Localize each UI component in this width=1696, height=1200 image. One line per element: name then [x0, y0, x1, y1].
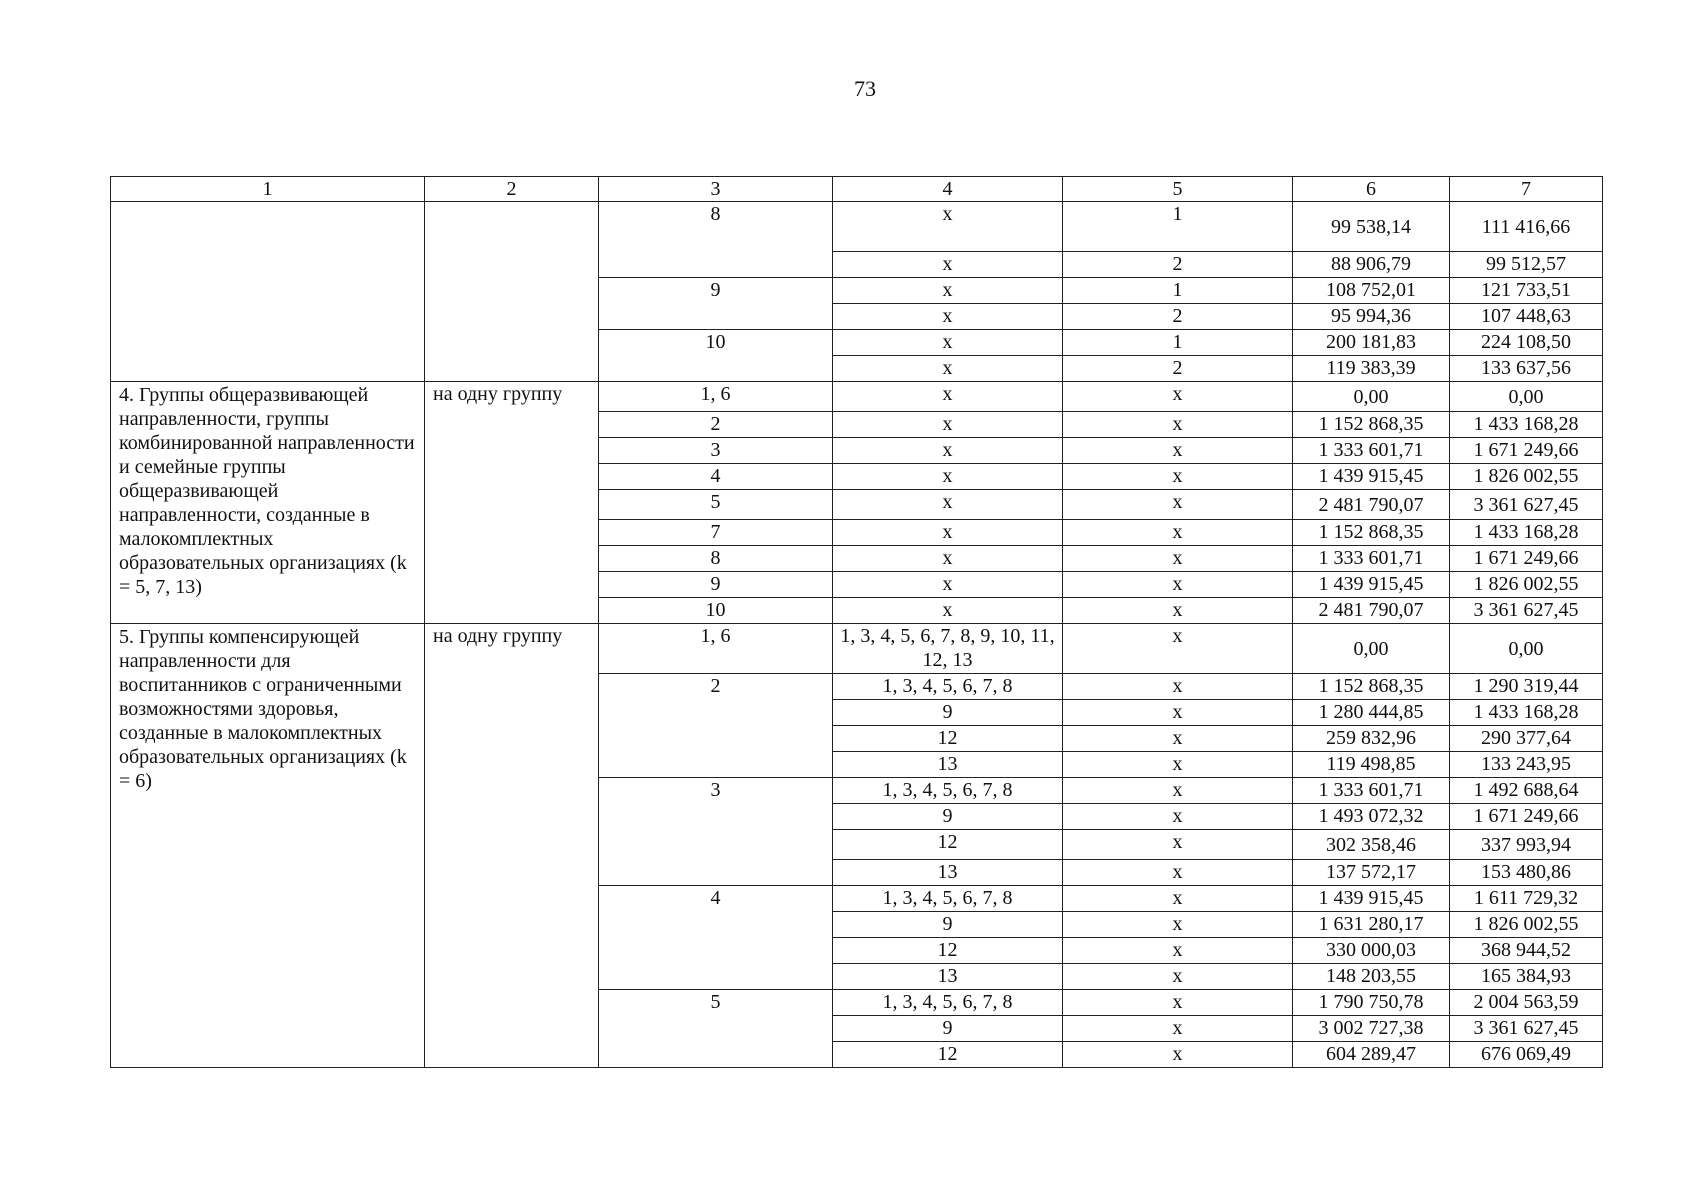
- cell-col3: 2: [599, 674, 833, 778]
- cell-col7: 224 108,50: [1450, 330, 1603, 356]
- cell-col4: 12: [833, 1042, 1063, 1068]
- cell-col6: 1 333 601,71: [1293, 438, 1450, 464]
- cell-col4: х: [833, 382, 1063, 412]
- cell-col5: х: [1063, 726, 1293, 752]
- group5-title: 5. Группы компенсирующей направленности для воспитанников с ограниченными возможностями здоровья, созданные в малокомплектных образовательных организациях (k = 6): [111, 624, 425, 1068]
- cell-col6: 99 538,14: [1293, 202, 1450, 252]
- cell-col4: х: [833, 572, 1063, 598]
- cell-col3: 3: [599, 438, 833, 464]
- tariff-table: [110, 176, 1603, 1068]
- cell-col5: 2: [1063, 304, 1293, 330]
- table-row: [111, 624, 1603, 674]
- cell-col6: 1 439 915,45: [1293, 886, 1450, 912]
- cell-col6: 108 752,01: [1293, 278, 1450, 304]
- cell-col4: х: [833, 304, 1063, 330]
- cell-col5: х: [1063, 412, 1293, 438]
- cell-col7: 1 826 002,55: [1450, 572, 1603, 598]
- cell-col7: 368 944,52: [1450, 938, 1603, 964]
- cell-col4: х: [833, 490, 1063, 520]
- cell-col7: 676 069,49: [1450, 1042, 1603, 1068]
- cell-col3: 5: [599, 990, 833, 1068]
- cell-col6: 88 906,79: [1293, 252, 1450, 278]
- cell-col6: 2 481 790,07: [1293, 598, 1450, 624]
- cell-col3: 4: [599, 886, 833, 990]
- cell-col6: 0,00: [1293, 624, 1450, 674]
- cell-col4: 12: [833, 830, 1063, 860]
- cell-col4: 1, 3, 4, 5, 6, 7, 8: [833, 886, 1063, 912]
- cell-col6: 2 481 790,07: [1293, 490, 1450, 520]
- cell-col7: 133 243,95: [1450, 752, 1603, 778]
- cell-col6: 1 280 444,85: [1293, 700, 1450, 726]
- cell-col6: 1 631 280,17: [1293, 912, 1450, 938]
- cell-col6: 1 493 072,32: [1293, 804, 1450, 830]
- table-row: [111, 382, 1603, 412]
- cell-col4: х: [833, 412, 1063, 438]
- cell-col3: 5: [599, 490, 833, 520]
- cell-col7: 153 480,86: [1450, 860, 1603, 886]
- cell-col7: 111 416,66: [1450, 202, 1603, 252]
- cell-col6: 1 790 750,78: [1293, 990, 1450, 1016]
- cell-col5: 2: [1063, 356, 1293, 382]
- cell-col5: х: [1063, 752, 1293, 778]
- cell-col6: 95 994,36: [1293, 304, 1450, 330]
- cell-col4: х: [833, 278, 1063, 304]
- header-cell: 7: [1450, 177, 1603, 202]
- cell-col7: 165 384,93: [1450, 964, 1603, 990]
- cell-col5: х: [1063, 700, 1293, 726]
- header-cell: 5: [1063, 177, 1293, 202]
- cell-col6: 137 572,17: [1293, 860, 1450, 886]
- header-cell: 3: [599, 177, 833, 202]
- category-cell-empty: [111, 202, 425, 382]
- cell-col4: х: [833, 520, 1063, 546]
- cell-col5: х: [1063, 778, 1293, 804]
- cell-col5: 1: [1063, 202, 1293, 252]
- cell-col7: 1 492 688,64: [1450, 778, 1603, 804]
- cell-col3: 7: [599, 520, 833, 546]
- cell-col6: 1 152 868,35: [1293, 412, 1450, 438]
- cell-col5: х: [1063, 964, 1293, 990]
- cell-col6: 604 289,47: [1293, 1042, 1450, 1068]
- cell-col5: 2: [1063, 252, 1293, 278]
- page-number: 73: [854, 76, 876, 101]
- cell-col7: 1 290 319,44: [1450, 674, 1603, 700]
- cell-col6: 259 832,96: [1293, 726, 1450, 752]
- cell-col7: 121 733,51: [1450, 278, 1603, 304]
- cell-col7: 3 361 627,45: [1450, 490, 1603, 520]
- header-cell: 6: [1293, 177, 1450, 202]
- cell-col6: 302 358,46: [1293, 830, 1450, 860]
- cell-col7: 3 361 627,45: [1450, 1016, 1603, 1042]
- cell-col6: 119 383,39: [1293, 356, 1450, 382]
- cell-col7: 1 433 168,28: [1450, 412, 1603, 438]
- group5-unit: на одну группу: [425, 624, 599, 1068]
- cell-col7: 1 671 249,66: [1450, 546, 1603, 572]
- cell-col6: 1 333 601,71: [1293, 778, 1450, 804]
- unit-cell-empty: [425, 202, 599, 382]
- cell-col4: 9: [833, 700, 1063, 726]
- cell-col6: 1 333 601,71: [1293, 546, 1450, 572]
- cell-col6: 1 439 915,45: [1293, 572, 1450, 598]
- cell-col7: 1 611 729,32: [1450, 886, 1603, 912]
- cell-col7: 1 671 249,66: [1450, 438, 1603, 464]
- cell-col4: х: [833, 356, 1063, 382]
- cell-col5: х: [1063, 990, 1293, 1016]
- cell-col3: 4: [599, 464, 833, 490]
- cell-col4: 13: [833, 752, 1063, 778]
- cell-col7: 107 448,63: [1450, 304, 1603, 330]
- cell-col6: 1 152 868,35: [1293, 520, 1450, 546]
- cell-col7: 1 671 249,66: [1450, 804, 1603, 830]
- cell-col6: 148 203,55: [1293, 964, 1450, 990]
- cell-col6: 1 152 868,35: [1293, 674, 1450, 700]
- cell-col6: 330 000,03: [1293, 938, 1450, 964]
- cell-col5: х: [1063, 912, 1293, 938]
- cell-col3: 8: [599, 546, 833, 572]
- cell-col4: 1, 3, 4, 5, 6, 7, 8: [833, 778, 1063, 804]
- cell-col4: 12: [833, 726, 1063, 752]
- cell-col4: х: [833, 330, 1063, 356]
- cell-col3: 3: [599, 778, 833, 886]
- cell-col4: 9: [833, 804, 1063, 830]
- cell-col5: х: [1063, 572, 1293, 598]
- cell-col3: 8: [599, 202, 833, 278]
- cell-col7: 290 377,64: [1450, 726, 1603, 752]
- cell-col5: х: [1063, 624, 1293, 674]
- cell-col3: 1, 6: [599, 624, 833, 674]
- cell-col4: х: [833, 546, 1063, 572]
- cell-col3: 10: [599, 598, 833, 624]
- cell-col7: 1 826 002,55: [1450, 912, 1603, 938]
- cell-col3: 1, 6: [599, 382, 833, 412]
- cell-col4: х: [833, 598, 1063, 624]
- cell-col5: х: [1063, 938, 1293, 964]
- cell-col5: 1: [1063, 278, 1293, 304]
- cell-col7: 0,00: [1450, 382, 1603, 412]
- cell-col5: х: [1063, 490, 1293, 520]
- cell-col4: 1, 3, 4, 5, 6, 7, 8: [833, 674, 1063, 700]
- cell-col5: х: [1063, 546, 1293, 572]
- cell-col4: х: [833, 438, 1063, 464]
- cell-col3: 9: [599, 572, 833, 598]
- cell-col5: х: [1063, 860, 1293, 886]
- cell-col7: 133 637,56: [1450, 356, 1603, 382]
- cell-col7: 337 993,94: [1450, 830, 1603, 860]
- cell-col5: 1: [1063, 330, 1293, 356]
- cell-col7: 0,00: [1450, 624, 1603, 674]
- cell-col4: 1, 3, 4, 5, 6, 7, 8: [833, 990, 1063, 1016]
- cell-col6: 0,00: [1293, 382, 1450, 412]
- cell-col4: х: [833, 202, 1063, 252]
- group4-title: 4. Группы общеразвивающей направленности, группы комбинированной направленности и семейные группы общеразвивающей направленности, созданные в малокомплектных образовательных организациях (k = 5, 7, 13): [111, 382, 425, 624]
- cell-col3: 9: [599, 278, 833, 330]
- cell-col5: х: [1063, 438, 1293, 464]
- cell-col4: 9: [833, 912, 1063, 938]
- cell-col6: 119 498,85: [1293, 752, 1450, 778]
- cell-col6: 3 002 727,38: [1293, 1016, 1450, 1042]
- cell-col3: 10: [599, 330, 833, 382]
- header-cell: 1: [111, 177, 425, 202]
- cell-col6: 1 439 915,45: [1293, 464, 1450, 490]
- cell-col4: 1, 3, 4, 5, 6, 7, 8, 9, 10, 11, 12, 13: [833, 624, 1063, 674]
- cell-col5: х: [1063, 464, 1293, 490]
- cell-col7: 3 361 627,45: [1450, 598, 1603, 624]
- cell-col7: 99 512,57: [1450, 252, 1603, 278]
- cell-col5: х: [1063, 598, 1293, 624]
- cell-col4: 9: [833, 1016, 1063, 1042]
- cell-col4: х: [833, 464, 1063, 490]
- cell-col5: х: [1063, 520, 1293, 546]
- cell-col7: 1 433 168,28: [1450, 700, 1603, 726]
- cell-col5: х: [1063, 1042, 1293, 1068]
- cell-col7: 1 826 002,55: [1450, 464, 1603, 490]
- cell-col7: 1 433 168,28: [1450, 520, 1603, 546]
- cell-col4: 13: [833, 964, 1063, 990]
- cell-col5: х: [1063, 804, 1293, 830]
- cell-col5: х: [1063, 886, 1293, 912]
- cell-col4: х: [833, 252, 1063, 278]
- cell-col4: 12: [833, 938, 1063, 964]
- cell-col7: 2 004 563,59: [1450, 990, 1603, 1016]
- cell-col4: 13: [833, 860, 1063, 886]
- cell-col3: 2: [599, 412, 833, 438]
- header-cell: 2: [425, 177, 599, 202]
- group4-unit: на одну группу: [425, 382, 599, 624]
- cell-col5: х: [1063, 1016, 1293, 1042]
- cell-col5: х: [1063, 382, 1293, 412]
- table-row: [111, 202, 1603, 252]
- header-cell: 4: [833, 177, 1063, 202]
- cell-col6: 200 181,83: [1293, 330, 1450, 356]
- cell-col5: х: [1063, 674, 1293, 700]
- table-header-row: [111, 177, 1603, 202]
- cell-col5: х: [1063, 830, 1293, 860]
